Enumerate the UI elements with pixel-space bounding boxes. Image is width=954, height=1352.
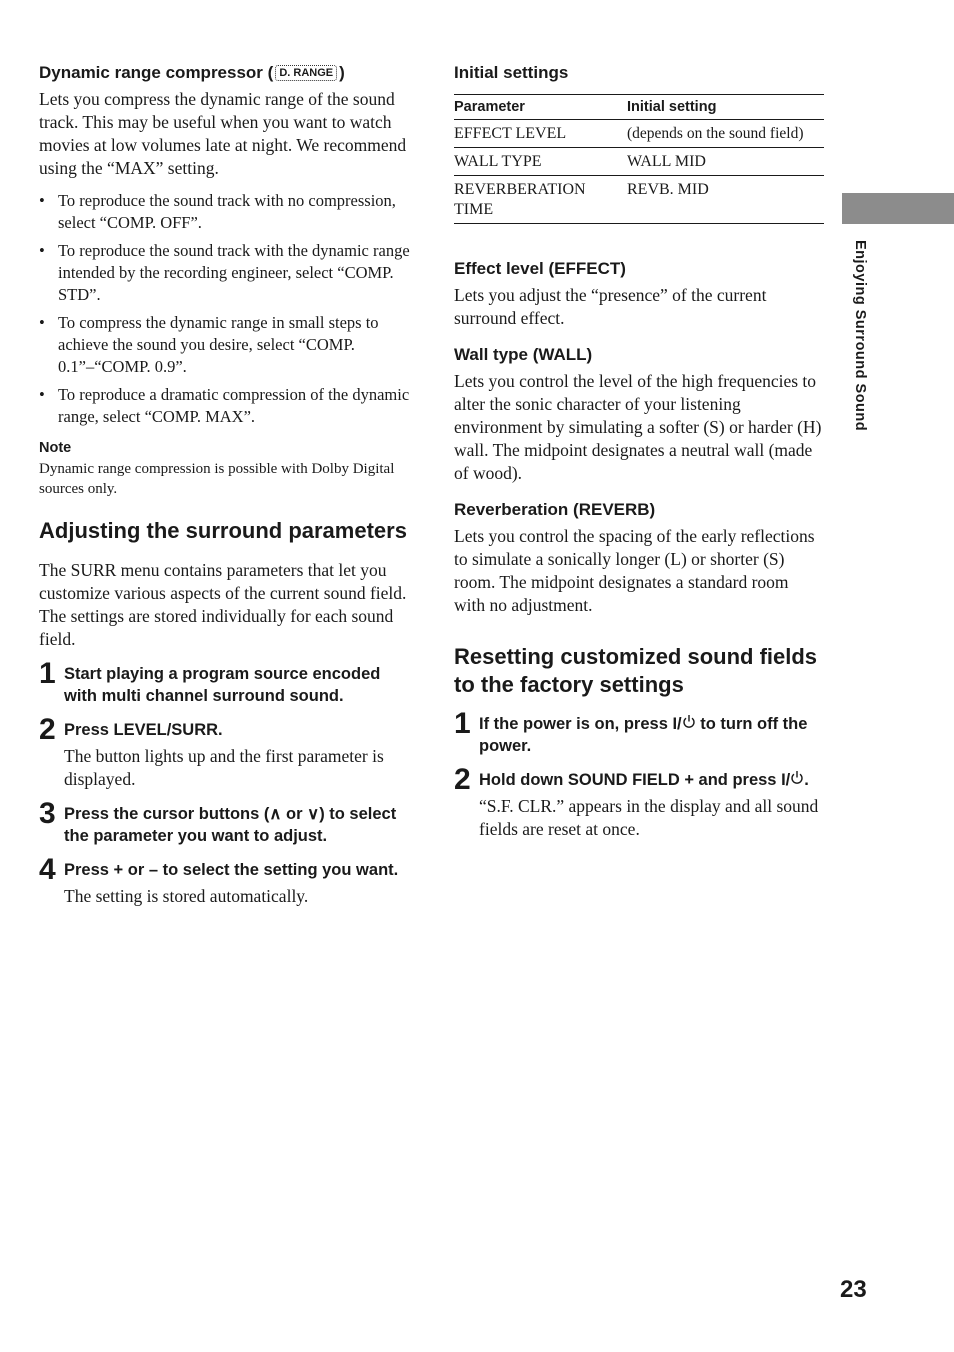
effect-block xyxy=(454,258,824,330)
note-text: Dynamic range compression is possible with Dolby Digital sources only. xyxy=(39,461,395,497)
step-title: Press + or – to select the setting you want. xyxy=(64,861,399,879)
table-row xyxy=(454,176,824,224)
step-title-text: Hold down SOUND FIELD + and press I/ xyxy=(479,771,791,789)
right-column xyxy=(454,62,824,853)
wall-heading: Wall type (WALL) xyxy=(454,345,593,364)
step-number: 4 xyxy=(39,853,56,886)
left-column xyxy=(39,62,411,920)
adjust-intro: The SURR menu contains parameters that let you customize various aspects of the current sound field. The settings are stored individually for each sound field. xyxy=(39,560,407,649)
drc-intro: Lets you compress the dynamic range of the sound track. This may be useful when you want to watch movies at low volumes late at night. We recommend using the “MAX” setting. xyxy=(39,89,407,178)
initial-settings-heading: Initial settings xyxy=(454,63,569,82)
initial-settings-table xyxy=(454,94,824,224)
step-description: “S.F. CLR.” appears in the display and all sound fields are reset at once. xyxy=(479,796,819,839)
step-description: The button lights up and the first parameter is displayed. xyxy=(64,746,384,789)
reverb-heading: Reverberation (REVERB) xyxy=(454,500,656,519)
column-header-initial-setting: Initial setting xyxy=(627,95,824,120)
d-range-indicator: D. RANGE xyxy=(275,65,337,81)
step-title: Start playing a program source encoded with multi channel surround sound. xyxy=(64,665,381,705)
section-heading-reset: Resetting customized sound fields to the factory settings xyxy=(454,644,818,697)
step-title-text-end: . xyxy=(804,771,809,789)
drc-heading xyxy=(39,62,411,84)
section-tab-marker xyxy=(842,193,954,224)
step-number: 1 xyxy=(454,707,471,740)
reverb-block xyxy=(454,499,824,617)
wall-block xyxy=(454,344,824,485)
table-cell: WALL MID xyxy=(627,148,824,176)
drc-heading-close: ) xyxy=(339,63,345,82)
step-2 xyxy=(39,713,411,791)
list-item: • To compress the dynamic range in small steps to achieve the sound you desire, select “COMP. 0.1”–“COMP. 0.9”. xyxy=(39,312,411,378)
table-row xyxy=(454,120,824,148)
power-icon xyxy=(790,769,804,791)
table-row xyxy=(454,148,824,176)
step-title xyxy=(479,713,824,757)
drc-heading-text: Dynamic range compressor ( xyxy=(39,63,274,82)
step-3 xyxy=(39,797,411,847)
note-heading: Note xyxy=(39,440,72,456)
step-number: 2 xyxy=(39,713,56,746)
table-cell: (depends on the sound field) xyxy=(627,120,824,148)
table-cell: REVERBERATION TIME xyxy=(454,176,627,224)
step-4 xyxy=(39,853,411,908)
effect-text: Lets you adjust the “presence” of the current surround effect. xyxy=(454,285,767,328)
effect-heading: Effect level (EFFECT) xyxy=(454,259,626,278)
step-title xyxy=(479,769,824,791)
list-item: • To reproduce the sound track with no compression, select “COMP. OFF”. xyxy=(39,190,411,234)
step-1 xyxy=(39,657,411,707)
side-section-label: Enjoying Surround Sound xyxy=(852,240,868,432)
list-item: • To reproduce the sound track with the dynamic range intended by the recording engineer, select “COMP. STD”. xyxy=(39,240,411,306)
step-number: 3 xyxy=(39,797,56,830)
wall-text: Lets you control the level of the high frequencies to alter the sonic character of your listening environment by simulating a softer (S) or harder (H) wall. The midpoint designates a neutral wall (made of wood). xyxy=(454,371,822,483)
table-header-row xyxy=(454,95,824,120)
step-title: Press the cursor buttons (∧ or ∨) to select the parameter you want to adjust. xyxy=(64,805,397,845)
step-description: The setting is stored automatically. xyxy=(64,886,309,906)
drc-bullet-list xyxy=(39,190,411,428)
reset-step-2 xyxy=(454,763,824,841)
table-cell: REVB. MID xyxy=(627,176,824,224)
power-icon xyxy=(682,713,696,735)
page-number: 23 xyxy=(840,1276,867,1303)
section-heading-adjust: Adjusting the surround parameters xyxy=(39,518,407,543)
step-title: Press LEVEL/SURR. xyxy=(64,721,223,739)
step-title-text-end: to turn off the power. xyxy=(479,715,808,755)
reset-step-1 xyxy=(454,707,824,757)
table-cell: EFFECT LEVEL xyxy=(454,120,627,148)
table-cell: WALL TYPE xyxy=(454,148,627,176)
column-header-parameter: Parameter xyxy=(454,95,627,120)
list-item: • To reproduce a dramatic compression of the dynamic range, select “COMP. MAX”. xyxy=(39,384,411,428)
reverb-text: Lets you control the spacing of the early reflections to simulate a sonically longer (L) or shorter (S) room. The midpoint designates a standard room with no adjustment. xyxy=(454,526,815,615)
step-number: 2 xyxy=(454,763,471,796)
step-number: 1 xyxy=(39,657,56,690)
step-title-text: If the power is on, press I/ xyxy=(479,715,682,733)
